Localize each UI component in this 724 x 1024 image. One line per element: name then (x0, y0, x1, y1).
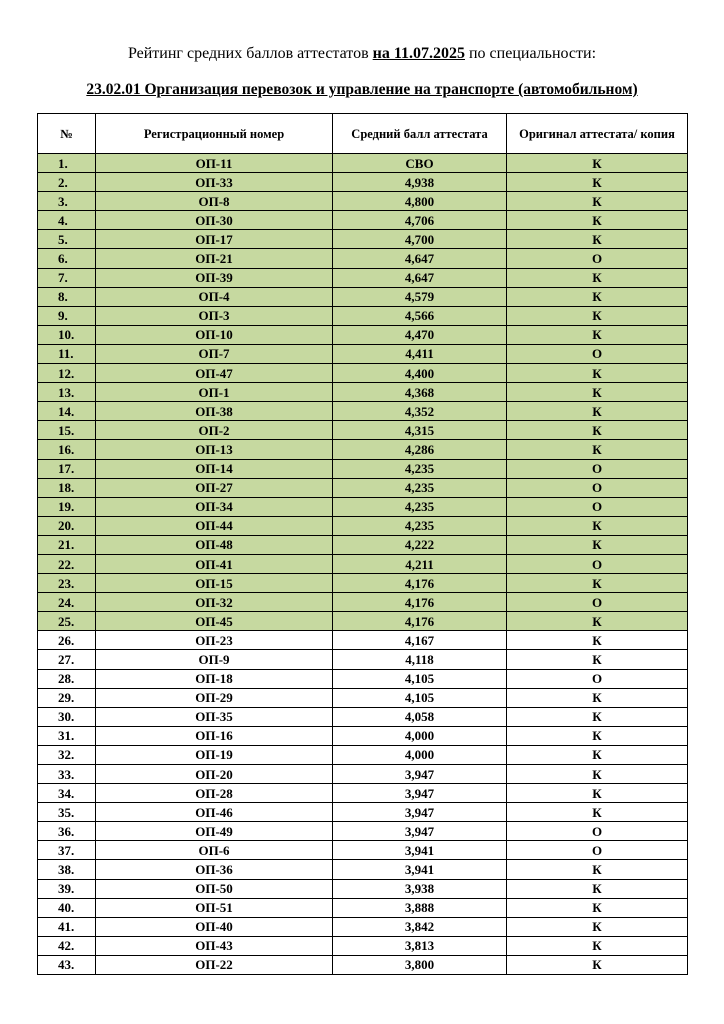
average-score-cell: 4,368 (333, 383, 507, 402)
reg-number-cell: ОП-2 (96, 421, 333, 440)
table-row (38, 497, 688, 516)
row-number-cell: 16. (38, 440, 96, 459)
original-copy-cell: К (507, 745, 688, 764)
table-row (38, 765, 688, 784)
original-copy-cell: К (507, 784, 688, 803)
table-row (38, 917, 688, 936)
average-score-cell: 4,315 (333, 421, 507, 440)
table-row (38, 688, 688, 707)
reg-number-cell: ОП-19 (96, 745, 333, 764)
original-copy-cell: О (507, 459, 688, 478)
reg-number-cell: ОП-14 (96, 459, 333, 478)
reg-number-cell: ОП-48 (96, 535, 333, 554)
row-number-cell: 40. (38, 898, 96, 917)
row-number-cell: 10. (38, 325, 96, 344)
reg-number-cell: ОП-17 (96, 230, 333, 249)
original-copy-cell: К (507, 287, 688, 306)
row-number-cell: 30. (38, 707, 96, 726)
table-row (38, 287, 688, 306)
average-score-cell: 3,947 (333, 822, 507, 841)
table-row (38, 402, 688, 421)
original-copy-cell: К (507, 268, 688, 287)
original-copy-cell: К (507, 650, 688, 669)
reg-number-cell: ОП-16 (96, 726, 333, 745)
row-number-cell: 23. (38, 574, 96, 593)
reg-number-cell: ОП-41 (96, 554, 333, 573)
column-header-reg-number: Регистрационный номер (96, 114, 333, 154)
reg-number-cell: ОП-27 (96, 478, 333, 497)
reg-number-cell: ОП-11 (96, 154, 333, 173)
table-row (38, 745, 688, 764)
table-row (38, 344, 688, 363)
row-number-cell: 41. (38, 917, 96, 936)
table-row (38, 784, 688, 803)
row-number-cell: 11. (38, 344, 96, 363)
reg-number-cell: ОП-46 (96, 803, 333, 822)
reg-number-cell: ОП-7 (96, 344, 333, 363)
original-copy-cell: К (507, 154, 688, 173)
table-row (38, 955, 688, 974)
original-copy-cell: К (507, 726, 688, 745)
table-header (38, 114, 688, 154)
average-score-cell: 4,105 (333, 669, 507, 688)
average-score-cell: 4,167 (333, 631, 507, 650)
row-number-cell: 20. (38, 516, 96, 535)
row-number-cell: 34. (38, 784, 96, 803)
average-score-cell: 4,400 (333, 364, 507, 383)
row-number-cell: 33. (38, 765, 96, 784)
reg-number-cell: ОП-15 (96, 574, 333, 593)
average-score-cell: 4,286 (333, 440, 507, 459)
average-score-cell: 3,888 (333, 898, 507, 917)
original-copy-cell: К (507, 211, 688, 230)
row-number-cell: 4. (38, 211, 96, 230)
reg-number-cell: ОП-47 (96, 364, 333, 383)
original-copy-cell: О (507, 344, 688, 363)
reg-number-cell: ОП-3 (96, 306, 333, 325)
table-row (38, 612, 688, 631)
row-number-cell: 42. (38, 936, 96, 955)
average-score-cell: 4,411 (333, 344, 507, 363)
row-number-cell: 13. (38, 383, 96, 402)
average-score-cell: 4,579 (333, 287, 507, 306)
row-number-cell: 15. (38, 421, 96, 440)
average-score-cell: 3,947 (333, 765, 507, 784)
original-copy-cell: К (507, 879, 688, 898)
table-row (38, 936, 688, 955)
row-number-cell: 36. (38, 822, 96, 841)
original-copy-cell: К (507, 421, 688, 440)
original-copy-cell: К (507, 860, 688, 879)
original-copy-cell: К (507, 898, 688, 917)
row-number-cell: 39. (38, 879, 96, 898)
average-score-cell: 3,941 (333, 841, 507, 860)
row-number-cell: 26. (38, 631, 96, 650)
average-score-cell: 3,800 (333, 955, 507, 974)
reg-number-cell: ОП-33 (96, 173, 333, 192)
original-copy-cell: К (507, 612, 688, 631)
table-row (38, 879, 688, 898)
reg-number-cell: ОП-44 (96, 516, 333, 535)
original-copy-cell: К (507, 688, 688, 707)
reg-number-cell: ОП-34 (96, 497, 333, 516)
table-row (38, 554, 688, 573)
reg-number-cell: ОП-36 (96, 860, 333, 879)
row-number-cell: 31. (38, 726, 96, 745)
table-row (38, 268, 688, 287)
average-score-cell: СВО (333, 154, 507, 173)
average-score-cell: 4,235 (333, 478, 507, 497)
average-score-cell: 4,118 (333, 650, 507, 669)
table-row (38, 593, 688, 612)
original-copy-cell: О (507, 593, 688, 612)
table-row (38, 535, 688, 554)
row-number-cell: 2. (38, 173, 96, 192)
average-score-cell: 4,938 (333, 173, 507, 192)
original-copy-cell: К (507, 535, 688, 554)
reg-number-cell: ОП-21 (96, 249, 333, 268)
reg-number-cell: ОП-1 (96, 383, 333, 402)
average-score-cell: 4,566 (333, 306, 507, 325)
table-row (38, 383, 688, 402)
table-row (38, 841, 688, 860)
column-header-number: № (38, 114, 96, 154)
table-row (38, 421, 688, 440)
row-number-cell: 25. (38, 612, 96, 631)
reg-number-cell: ОП-40 (96, 917, 333, 936)
table-row (38, 822, 688, 841)
row-number-cell: 9. (38, 306, 96, 325)
reg-number-cell: ОП-8 (96, 192, 333, 211)
average-score-cell: 3,947 (333, 803, 507, 822)
average-score-cell: 4,352 (333, 402, 507, 421)
reg-number-cell: ОП-28 (96, 784, 333, 803)
table-row (38, 173, 688, 192)
average-score-cell: 4,647 (333, 268, 507, 287)
row-number-cell: 14. (38, 402, 96, 421)
average-score-cell: 4,211 (333, 554, 507, 573)
original-copy-cell: О (507, 554, 688, 573)
reg-number-cell: ОП-18 (96, 669, 333, 688)
row-number-cell: 27. (38, 650, 96, 669)
average-score-cell: 4,000 (333, 726, 507, 745)
original-copy-cell: К (507, 325, 688, 344)
row-number-cell: 6. (38, 249, 96, 268)
row-number-cell: 22. (38, 554, 96, 573)
average-score-cell: 4,176 (333, 612, 507, 631)
average-score-cell: 4,470 (333, 325, 507, 344)
average-score-cell: 3,842 (333, 917, 507, 936)
header-row (38, 114, 688, 154)
average-score-cell: 3,813 (333, 936, 507, 955)
original-copy-cell: К (507, 383, 688, 402)
table-row (38, 249, 688, 268)
reg-number-cell: ОП-20 (96, 765, 333, 784)
original-copy-cell: К (507, 192, 688, 211)
original-copy-cell: О (507, 822, 688, 841)
row-number-cell: 29. (38, 688, 96, 707)
row-number-cell: 43. (38, 955, 96, 974)
table-row (38, 325, 688, 344)
original-copy-cell: О (507, 841, 688, 860)
original-copy-cell: О (507, 478, 688, 497)
table-row (38, 631, 688, 650)
row-number-cell: 3. (38, 192, 96, 211)
title-date: на 11.07.2025 (372, 45, 465, 62)
table-row (38, 192, 688, 211)
reg-number-cell: ОП-29 (96, 688, 333, 707)
row-number-cell: 24. (38, 593, 96, 612)
table-row (38, 154, 688, 173)
specialty-heading: 23.02.01 Организация перевозок и управление на транспорте (автомобильном) (86, 81, 638, 98)
reg-number-cell: ОП-4 (96, 287, 333, 306)
reg-number-cell: ОП-49 (96, 822, 333, 841)
row-number-cell: 17. (38, 459, 96, 478)
table-row (38, 574, 688, 593)
reg-number-cell: ОП-35 (96, 707, 333, 726)
average-score-cell: 4,800 (333, 192, 507, 211)
average-score-cell: 4,176 (333, 593, 507, 612)
reg-number-cell: ОП-13 (96, 440, 333, 459)
column-header-original-copy: Оригинал аттестата/ копия (507, 114, 688, 154)
reg-number-cell: ОП-32 (96, 593, 333, 612)
original-copy-cell: К (507, 402, 688, 421)
column-header-average-score: Средний балл аттестата (333, 114, 507, 154)
table-body (38, 154, 688, 975)
original-copy-cell: К (507, 803, 688, 822)
reg-number-cell: ОП-23 (96, 631, 333, 650)
reg-number-cell: ОП-51 (96, 898, 333, 917)
reg-number-cell: ОП-43 (96, 936, 333, 955)
row-number-cell: 37. (38, 841, 96, 860)
table-row (38, 707, 688, 726)
original-copy-cell: К (507, 440, 688, 459)
original-copy-cell: К (507, 917, 688, 936)
table-row (38, 478, 688, 497)
rating-table (37, 113, 688, 975)
average-score-cell: 3,938 (333, 879, 507, 898)
average-score-cell: 4,176 (333, 574, 507, 593)
row-number-cell: 32. (38, 745, 96, 764)
average-score-cell: 4,058 (333, 707, 507, 726)
average-score-cell: 4,235 (333, 516, 507, 535)
row-number-cell: 19. (38, 497, 96, 516)
reg-number-cell: ОП-6 (96, 841, 333, 860)
original-copy-cell: К (507, 230, 688, 249)
row-number-cell: 12. (38, 364, 96, 383)
table-row (38, 440, 688, 459)
original-copy-cell: К (507, 936, 688, 955)
average-score-cell: 4,235 (333, 497, 507, 516)
original-copy-cell: К (507, 173, 688, 192)
title-suffix: по специальности: (464, 45, 597, 62)
table-row (38, 211, 688, 230)
row-number-cell: 21. (38, 535, 96, 554)
reg-number-cell: ОП-50 (96, 879, 333, 898)
average-score-cell: 3,941 (333, 860, 507, 879)
original-copy-cell: К (507, 306, 688, 325)
reg-number-cell: ОП-30 (96, 211, 333, 230)
table-row (38, 459, 688, 478)
row-number-cell: 1. (38, 154, 96, 173)
original-copy-cell: К (507, 574, 688, 593)
table-row (38, 306, 688, 325)
original-copy-cell: О (507, 497, 688, 516)
original-copy-cell: К (507, 631, 688, 650)
reg-number-cell: ОП-45 (96, 612, 333, 631)
average-score-cell: 4,000 (333, 745, 507, 764)
table-row (38, 669, 688, 688)
table-row (38, 803, 688, 822)
table-row (38, 726, 688, 745)
reg-number-cell: ОП-38 (96, 402, 333, 421)
average-score-cell: 4,105 (333, 688, 507, 707)
row-number-cell: 8. (38, 287, 96, 306)
original-copy-cell: К (507, 765, 688, 784)
original-copy-cell: К (507, 364, 688, 383)
reg-number-cell: ОП-9 (96, 650, 333, 669)
average-score-cell: 4,647 (333, 249, 507, 268)
original-copy-cell: К (507, 707, 688, 726)
row-number-cell: 5. (38, 230, 96, 249)
reg-number-cell: ОП-22 (96, 955, 333, 974)
average-score-cell: 4,706 (333, 211, 507, 230)
table-row (38, 650, 688, 669)
row-number-cell: 38. (38, 860, 96, 879)
original-copy-cell: К (507, 516, 688, 535)
title-prefix: Рейтинг средних баллов аттестатов (127, 45, 373, 62)
original-copy-cell: О (507, 669, 688, 688)
average-score-cell: 4,700 (333, 230, 507, 249)
row-number-cell: 7. (38, 268, 96, 287)
average-score-cell: 4,222 (333, 535, 507, 554)
table-row (38, 898, 688, 917)
table-row (38, 516, 688, 535)
original-copy-cell: К (507, 955, 688, 974)
reg-number-cell: ОП-39 (96, 268, 333, 287)
average-score-cell: 3,947 (333, 784, 507, 803)
table-row (38, 364, 688, 383)
table-row (38, 230, 688, 249)
row-number-cell: 35. (38, 803, 96, 822)
table-row (38, 860, 688, 879)
average-score-cell: 4,235 (333, 459, 507, 478)
row-number-cell: 28. (38, 669, 96, 688)
original-copy-cell: О (507, 249, 688, 268)
row-number-cell: 18. (38, 478, 96, 497)
reg-number-cell: ОП-10 (96, 325, 333, 344)
document-title (0, 44, 724, 64)
